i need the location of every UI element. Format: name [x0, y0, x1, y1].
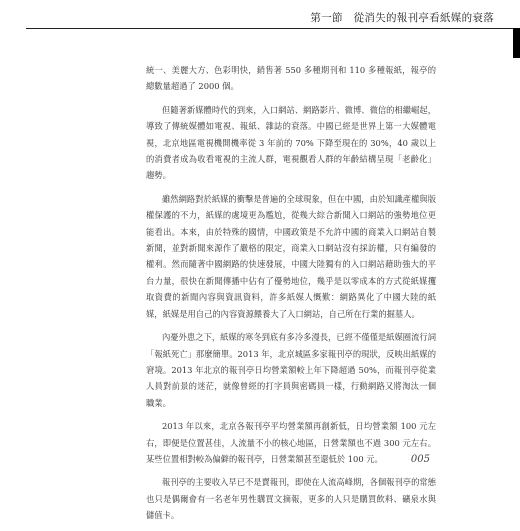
paragraph-6: 報刊亭的主要收入早已不是賣報刊，即使在人流高峰期，各個報刊亭的常態也只是偶爾會有一名老年男性購買文摘報，更多的人只是購買飲料、礦泉水與儲值卡。 [146, 477, 436, 521]
paragraph-2: 但隨著新媒體時代的到來，入口網站、網路影片、微博、微信的相繼崛起，導致了傳統媒體如電視、報紙、雜誌的衰落。中國已經是世界上第一大媒體電視，北京地區電視機開機率從 3 年前的 70% 下降至現在的 30%，40 歲以上的消費者成為收看電視的主流人群，電視觀看人群的年齡結構呈現「老齡化」趨勢。 [146, 104, 436, 181]
body-text [146, 62, 436, 531]
header-rule [26, 28, 520, 29]
paragraph-4: 內憂外患之下，紙媒的寒冬到底有多冷多漫長，已經不僅僅是紙媒圈流行詞「報紙死亡」那麼簡單。2013 年，北京城區多家報刊亭的現狀，反映出紙媒的窘境。2013 年北京的報刊亭日均營業額較上年下降超過 50%，而報刊亭從業人員對前景的迷茫，就像曾經的打字員與密碼員一樣，行動網路又將淘汰一個職業。 [146, 332, 436, 408]
paragraph-5: 2013 年以來，北京各報刊亭平均營業額再創新低，日均營業額 100 元左右，即便是位置甚佳，人流量不小的核心地區，日營業額也不過 300 元左右。某些位置相對較為偏僻的報刊亭，日營業額甚至還低於 100 元。 [146, 421, 436, 464]
paragraph-1: 統一、美麗大方、色彩明快，銷售著 550 多種期刊和 110 多種報紙，報亭的總數量超過了 2000 個。 [146, 65, 436, 92]
page-number: 005 [410, 454, 430, 465]
running-header-title: 第一節 從消失的報刊亭看紙媒的衰落 [310, 12, 494, 24]
header-tab-marker [513, 28, 520, 58]
paragraph-3: 雖然網路對於紙媒的衝擊是普遍的全球現象，但在中國，由於知識產權與版權保護的不力，紙媒的處境更為尷尬，從幾大綜合新聞入口網站的強勢地位更能看出。本來，由於特殊的國情，中國政策是不允許中國的商業入口網站自製新聞，並對新聞來源作了嚴格的限定，商業入口網站沒有採訪權，只有編發的權利。然而隨著中國網路的快速發展，中國大陸獨有的入口網站藉助強大的平台力量，很快在新聞傳播中佔有了優勢地位，幾乎是以零成本的方式從紙媒攫取資費的新聞內容與資訊資料，許多紙媒人慨歎：網路異化了中國大陸的紙媒，紙媒是用自己的內容資源餵養大了入口網站，自己所在行業的掘墓人。 [146, 193, 436, 319]
